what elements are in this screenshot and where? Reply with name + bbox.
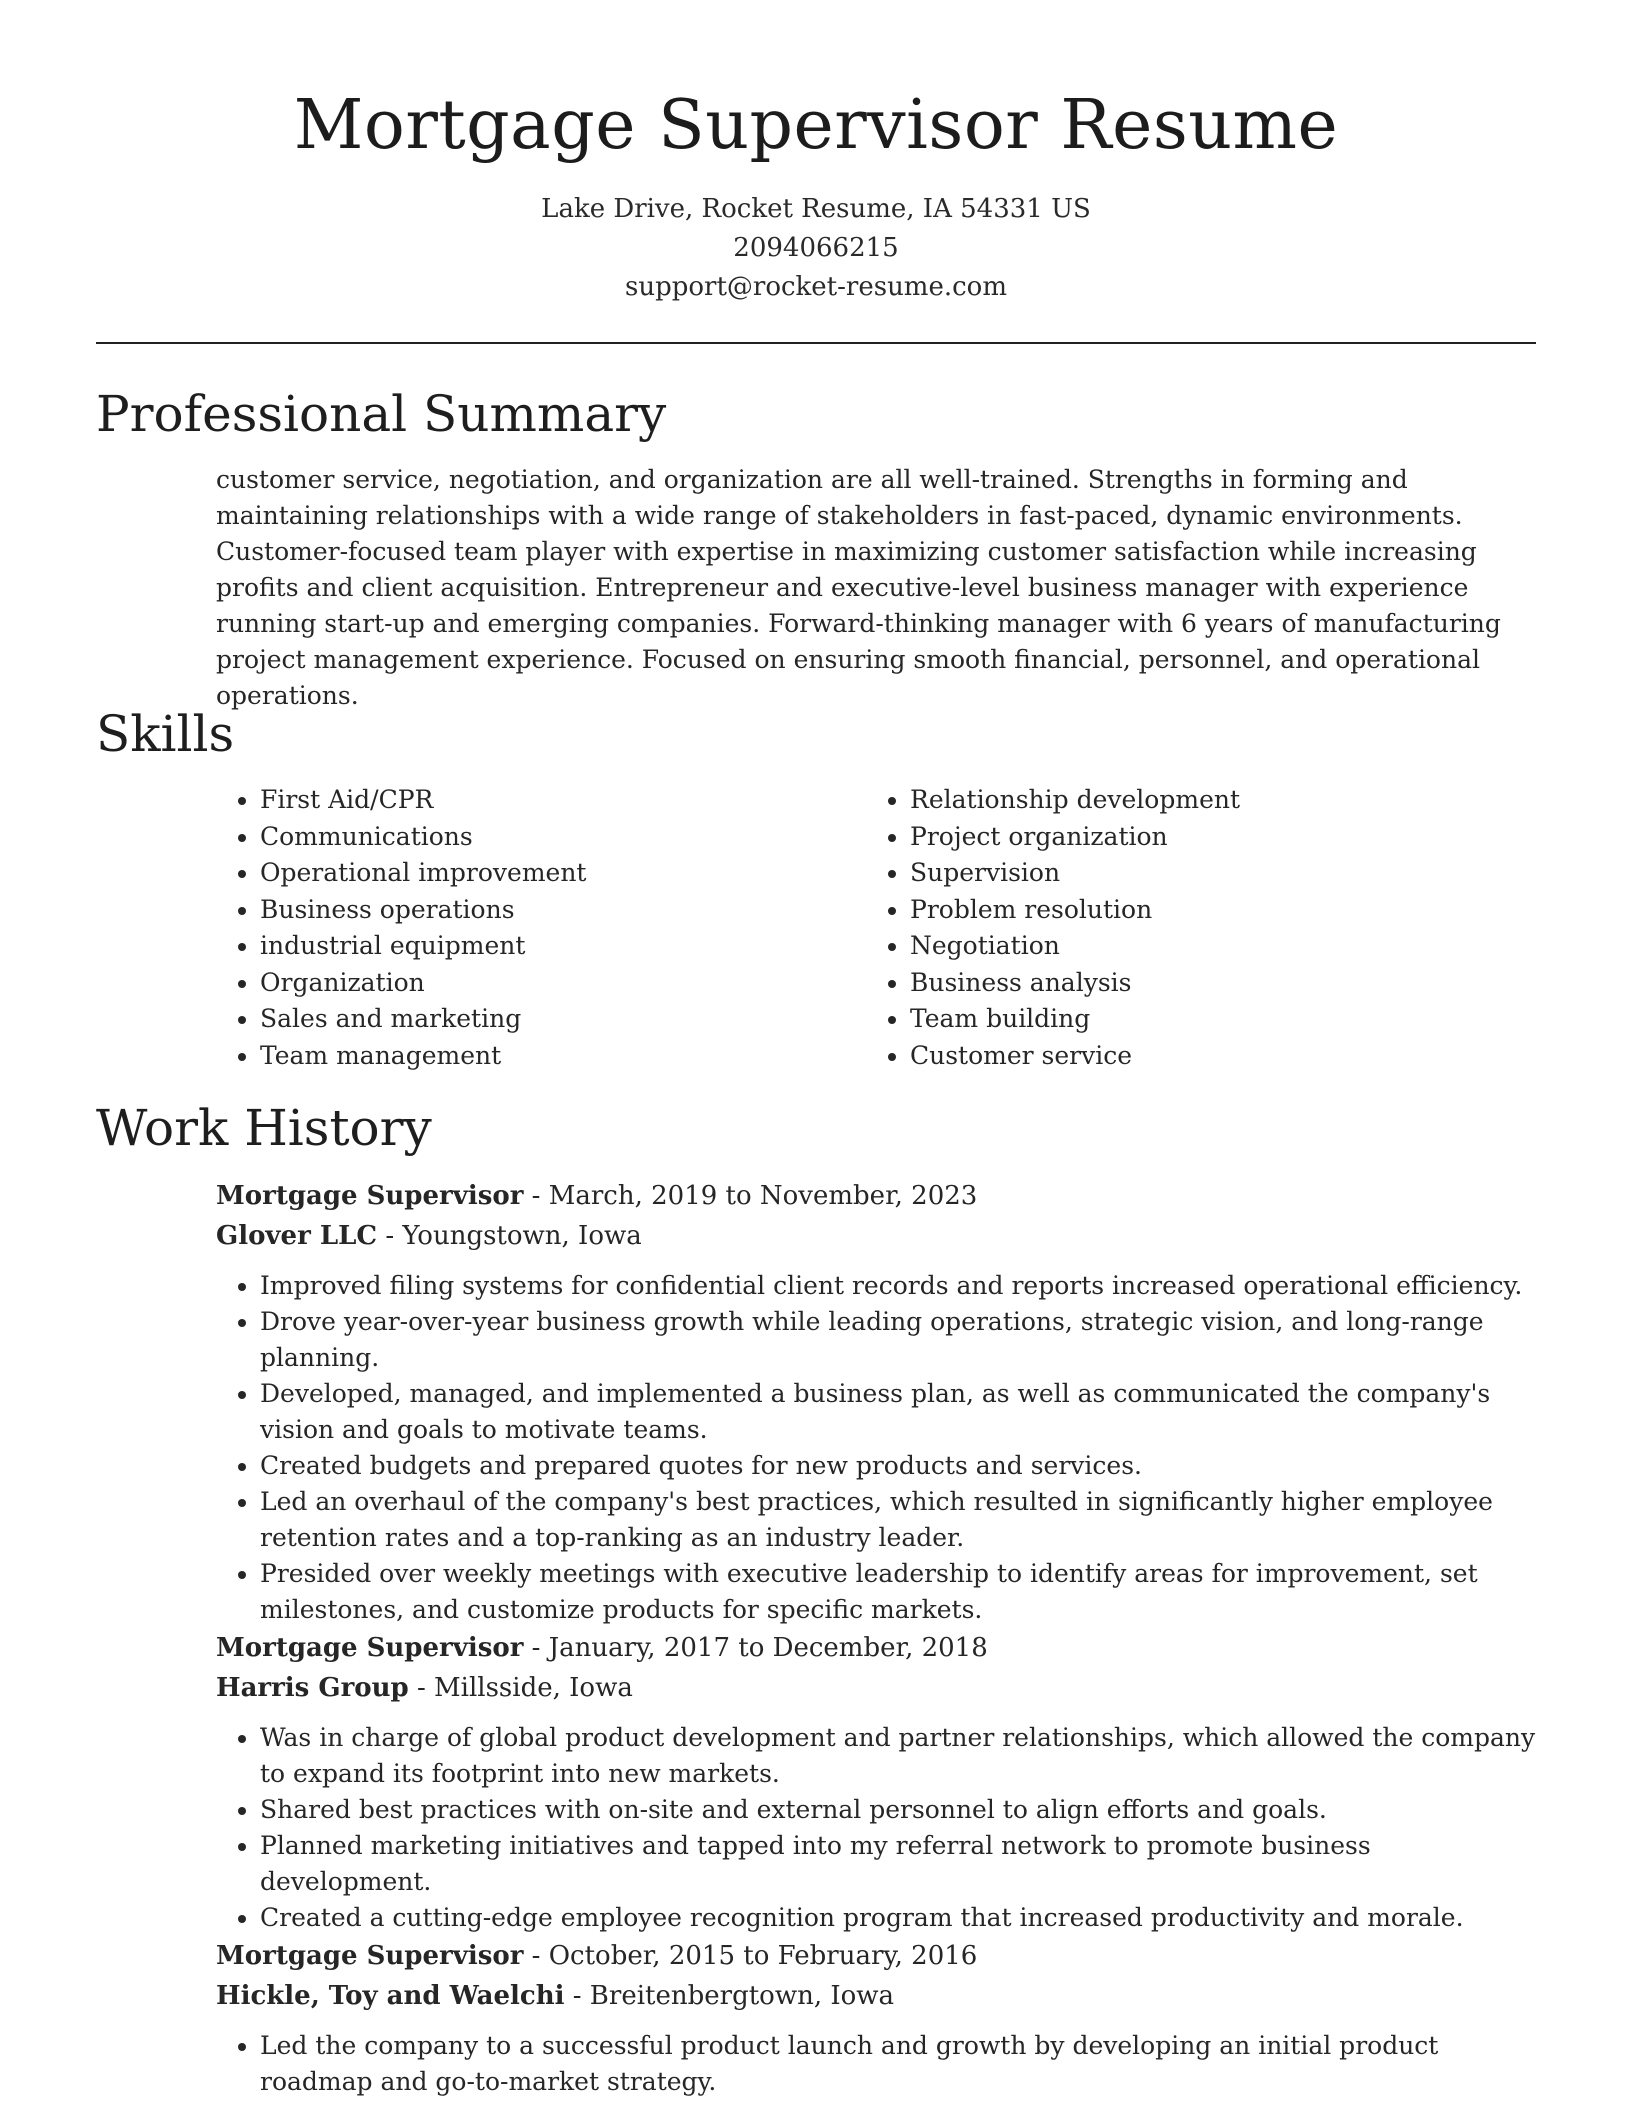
job-bullet: • Led the company to a successful product launch and growth by developing an initial product roadmap and go-to-market strategy.: [260, 2028, 1536, 2100]
job-bullets: [216, 1268, 1536, 1628]
job-dates: - October, 2015 to February, 2016: [523, 1941, 978, 1971]
skills-column-left: [216, 782, 866, 1074]
job-role: Mortgage Supervisor: [216, 1181, 524, 1211]
skill-item: • Organization: [260, 965, 866, 1002]
skill-item: • Sales and marketing: [260, 1001, 866, 1038]
job-bullet: • Developed, managed, and implemented a business plan, as well as communicated the company's vision and goals to motivate teams.: [260, 1376, 1536, 1448]
job-entry: [216, 1628, 1536, 1936]
contact-email: support@rocket-resume.com: [624, 272, 1007, 302]
skills-heading: Skills: [96, 705, 235, 763]
job-title-line: [216, 1628, 1536, 1668]
job-bullet: • Drove year-over-year business growth while leading operations, strategic vision, and long-range planning.: [260, 1304, 1536, 1376]
job-bullet: • Improved filing systems for confidential client records and reports increased operational efficiency.: [260, 1268, 1536, 1304]
job-bullet: • Shared best practices with on-site and external personnel to align efforts and goals.: [260, 1792, 1536, 1828]
job-dates: - March, 2019 to November, 2023: [523, 1181, 978, 1211]
header-divider: [96, 342, 1536, 344]
skill-item: • First Aid/CPR: [260, 782, 866, 819]
skill-item: • Communications: [260, 819, 866, 856]
job-bullet: • Was in charge of global product development and partner relationships, which allowed the company to expand its footprint into new markets.: [260, 1720, 1536, 1792]
skill-item: • Project organization: [910, 819, 1516, 856]
skill-item: • industrial equipment: [260, 928, 866, 965]
job-bullet: • Led an overhaul of the company's best practices, which resulted in significantly higher employee retention rates and a top-ranking as an industry leader.: [260, 1484, 1536, 1556]
skill-item: • Business analysis: [910, 965, 1516, 1002]
skill-item: • Business operations: [260, 892, 866, 929]
job-company-line: [216, 1216, 1536, 1256]
resume-title: Mortgage Supervisor Resume: [293, 86, 1339, 165]
skills-list: [216, 782, 1536, 1074]
job-location: - Breitenbergtown, Iowa: [564, 1981, 895, 2011]
contact-block: [0, 190, 1632, 307]
skill-item: • Team building: [910, 1001, 1516, 1038]
skill-item: • Problem resolution: [910, 892, 1516, 929]
job-bullet: • Created budgets and prepared quotes for new products and services.: [260, 1448, 1536, 1484]
skill-item: • Supervision: [910, 855, 1516, 892]
job-company: Glover LLC: [216, 1221, 378, 1251]
skill-item: • Relationship development: [910, 782, 1516, 819]
contact-address: Lake Drive, Rocket Resume, IA 54331 US: [541, 194, 1091, 224]
job-company: Hickle, Toy and Waelchi: [216, 1981, 565, 2011]
job-bullets: [216, 2028, 1536, 2100]
skills-column-right: [866, 782, 1516, 1074]
job-company-line: [216, 1976, 1536, 2016]
job-role: Mortgage Supervisor: [216, 1633, 524, 1663]
job-company-line: [216, 1668, 1536, 1708]
work-history-heading: Work History: [96, 1099, 432, 1157]
summary-heading: Professional Summary: [96, 385, 667, 443]
job-company: Harris Group: [216, 1673, 409, 1703]
job-entry: [216, 1176, 1536, 1628]
skill-item: • Negotiation: [910, 928, 1516, 965]
job-dates: - January, 2017 to December, 2018: [523, 1633, 988, 1663]
contact-phone: 2094066215: [733, 233, 899, 263]
skill-item: • Operational improvement: [260, 855, 866, 892]
job-entry: [216, 1936, 1536, 2100]
resume-header: [0, 80, 1632, 307]
job-title-line: [216, 1936, 1536, 1976]
job-location: - Millsside, Iowa: [408, 1673, 633, 1703]
job-title-line: [216, 1176, 1536, 1216]
job-bullets: [216, 1720, 1536, 1936]
job-role: Mortgage Supervisor: [216, 1941, 524, 1971]
job-bullet: • Presided over weekly meetings with executive leadership to identify areas for improvement, set milestones, and customize products for specific markets.: [260, 1556, 1536, 1628]
skill-item: • Team management: [260, 1038, 866, 1075]
job-bullet: • Planned marketing initiatives and tapped into my referral network to promote business development.: [260, 1828, 1536, 1900]
job-bullet: • Created a cutting-edge employee recognition program that increased productivity and morale.: [260, 1900, 1536, 1936]
summary-text: customer service, negotiation, and organization are all well-trained. Strengths in forming and maintaining relationships with a wide range of stakeholders in fast-paced, dynamic environments. Customer-focused team player with expertise in maximizing customer satisfaction while increasing profits and client acquisition. Entrepreneur and executive-level business manager with experience running start-up and emerging companies. Forward-thinking manager with 6 years of manufacturing project management experience. Focused on ensuring smooth financial, personnel, and operational operations.: [216, 465, 1501, 710]
job-location: - Youngstown, Iowa: [377, 1221, 642, 1251]
skill-item: • Customer service: [910, 1038, 1516, 1075]
